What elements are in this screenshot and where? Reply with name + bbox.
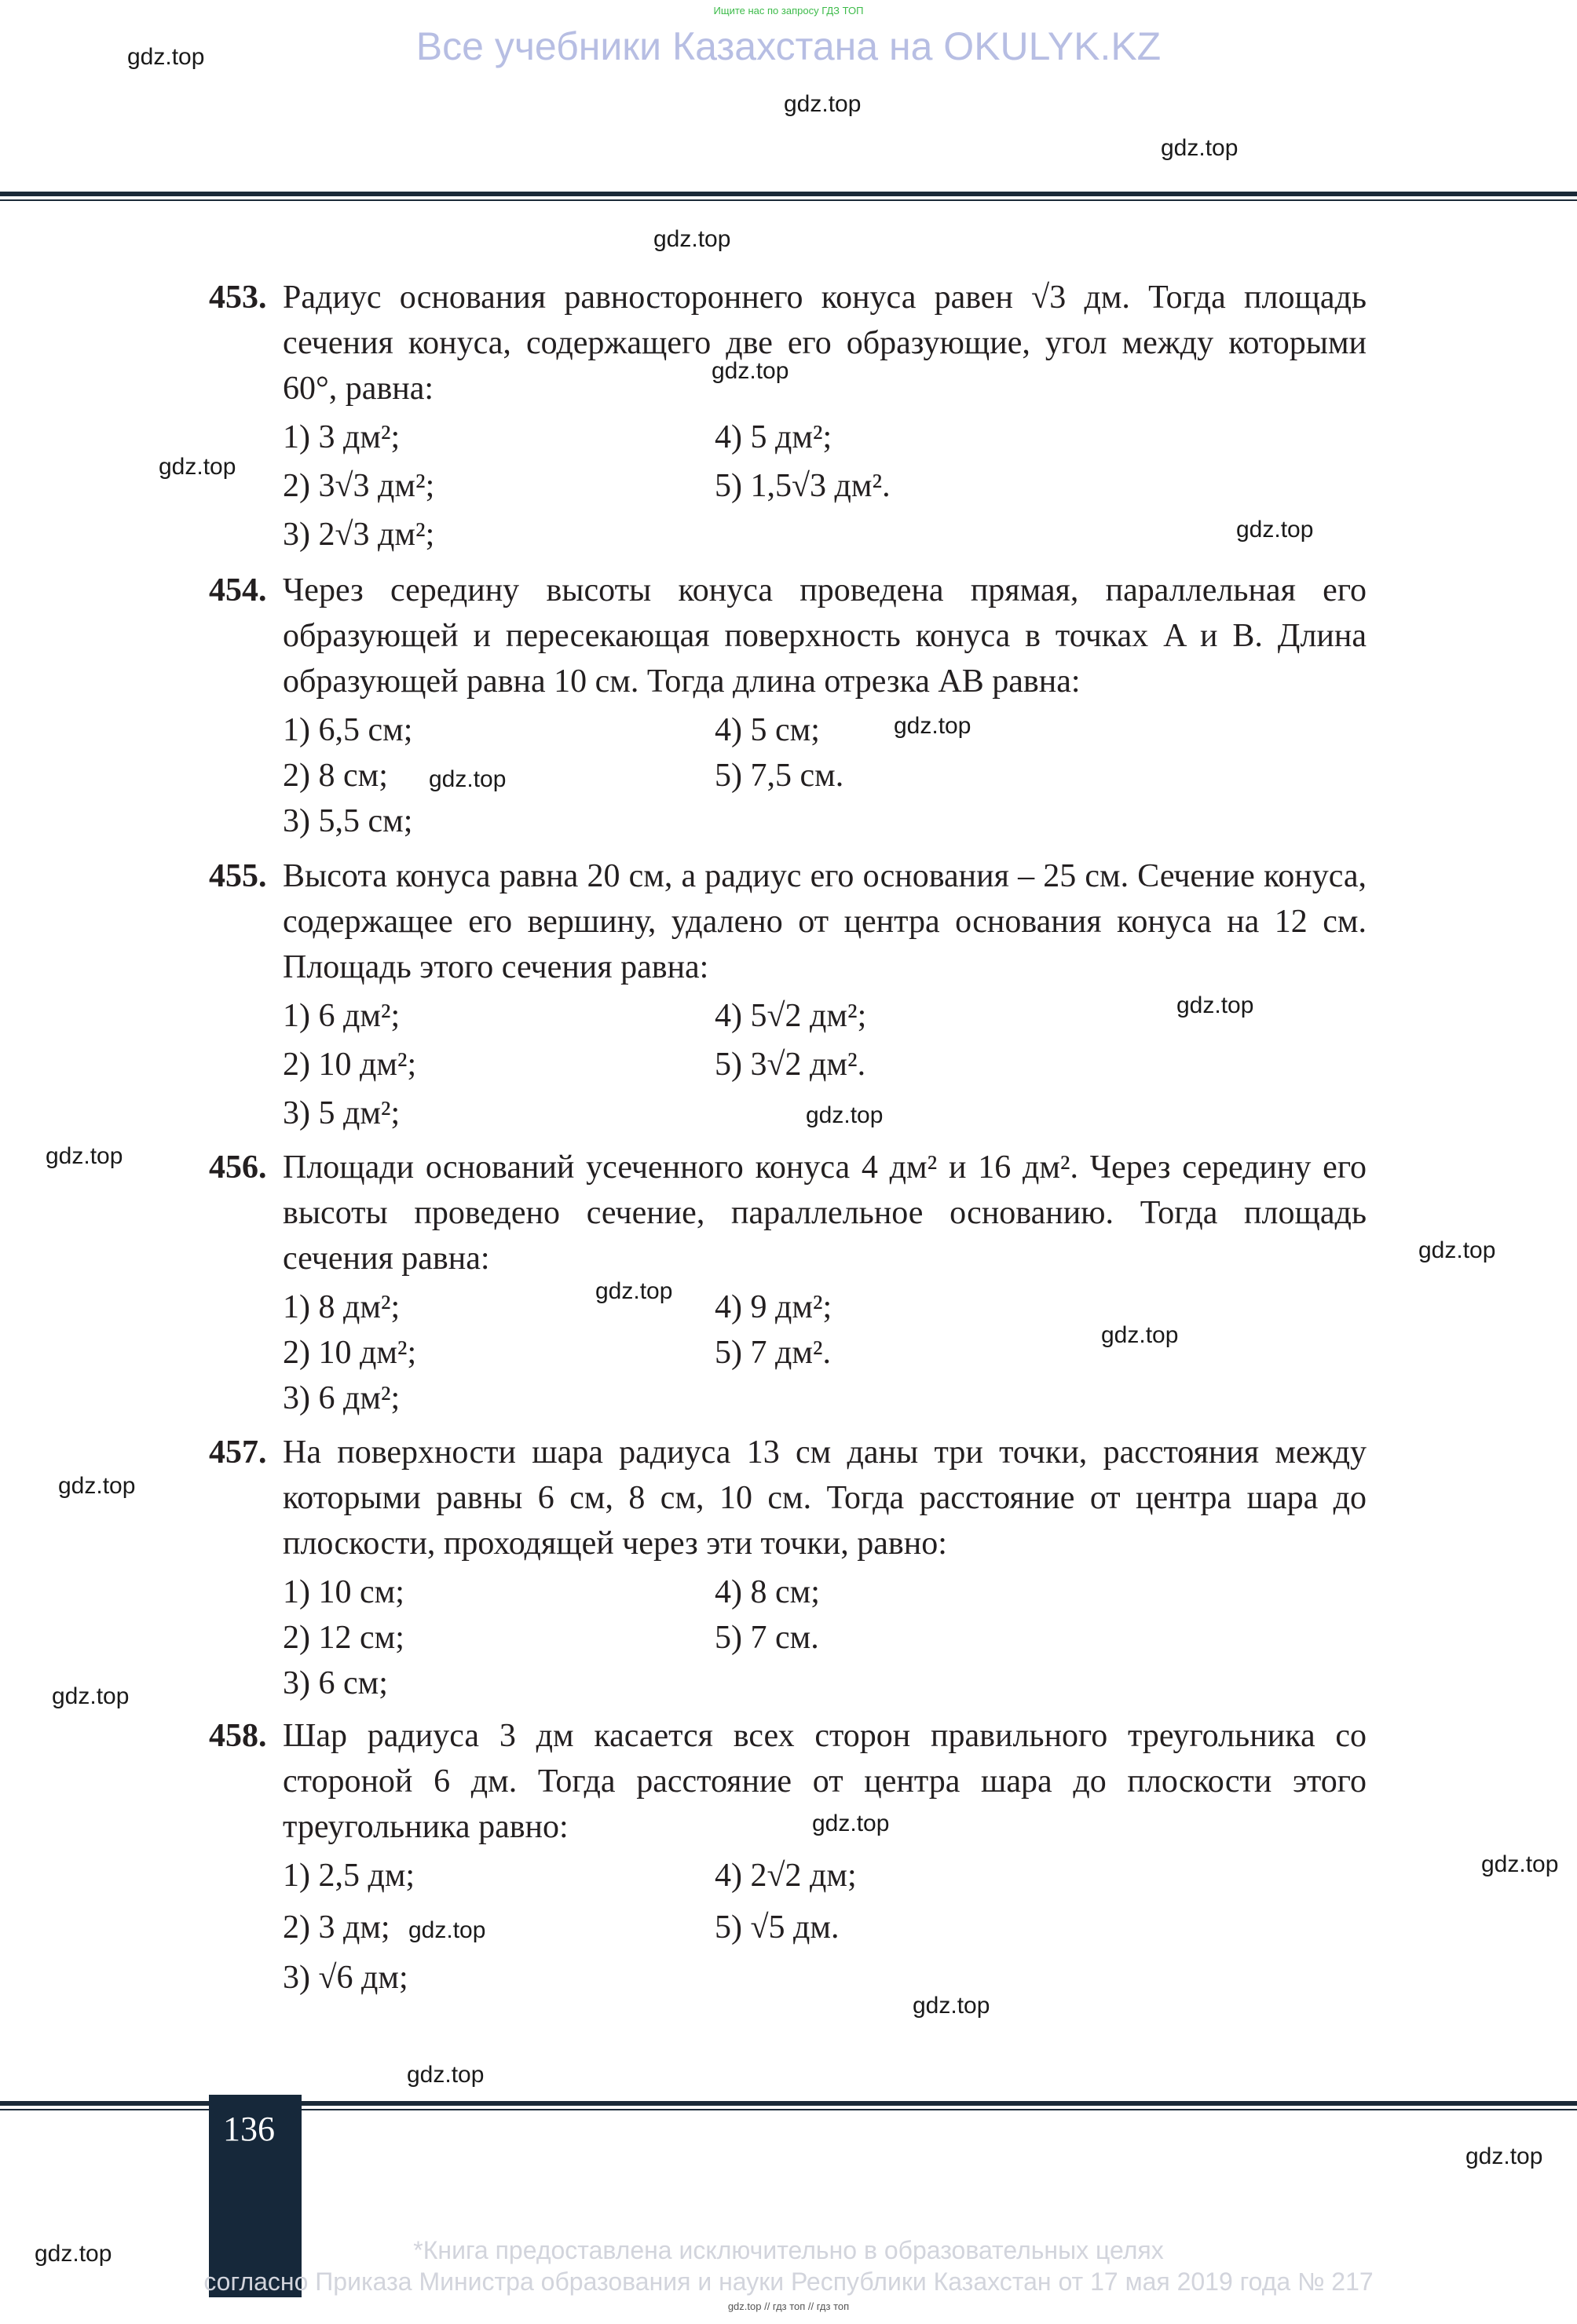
watermark: gdz.top (806, 1102, 884, 1128)
watermark: gdz.top (46, 1143, 123, 1169)
watermark: gdz.top (1176, 992, 1254, 1018)
watermark: gdz.top (1465, 2143, 1543, 2169)
option-3: 3) 5,5 см; (283, 803, 413, 839)
option-1: 1) 6,5 см; (283, 712, 413, 748)
problem-number: 453. (209, 280, 267, 316)
option-2: 2) 3 дм; (283, 1909, 390, 1946)
watermark: gdz.top (1236, 517, 1314, 543)
option-5: 5) 7,5 см. (715, 758, 844, 794)
problem-text: Шар радиуса 3 дм касается всех сторон правильного треугольника со стороной 6 дм. Тогда расстояние от центра шара до плоскости этого треугольника равно: (283, 1718, 1367, 1845)
watermark: gdz.top (894, 713, 971, 739)
watermark: gdz.top (784, 91, 862, 117)
option-1: 1) 10 см; (283, 1574, 404, 1610)
watermark: gdz.top (812, 1811, 890, 1836)
problem-number: 457. (209, 1434, 267, 1471)
watermark: gdz.top (407, 2062, 485, 2088)
option-4: 4) 5√2 дм²; (715, 998, 867, 1034)
header-rule (0, 192, 1577, 196)
watermark: gdz.top (159, 454, 236, 480)
watermark: gdz.top (1161, 135, 1239, 161)
watermark: gdz.top (1481, 1851, 1559, 1877)
option-3: 3) 2√3 дм²; (283, 517, 435, 553)
watermark: gdz.top (58, 1473, 136, 1499)
footer-line-1: *Книга предоставлена исключительно в образовательных целях (413, 2236, 1164, 2264)
watermark: gdz.top (52, 1683, 130, 1709)
option-4: 4) 2√2 дм; (715, 1858, 857, 1894)
watermark: gdz.top (429, 766, 507, 792)
option-3: 3) 6 дм²; (283, 1380, 401, 1416)
option-3: 3) √6 дм; (283, 1960, 408, 1996)
option-4: 4) 8 см; (715, 1574, 820, 1610)
option-1: 1) 3 дм²; (283, 419, 401, 455)
watermark: gdz.top (653, 226, 731, 252)
option-1: 1) 6 дм²; (283, 998, 401, 1034)
header-rule-thin (0, 199, 1577, 201)
option-4: 4) 5 дм²; (715, 419, 832, 455)
watermark: gdz.top (913, 1993, 990, 2019)
option-1: 1) 8 дм²; (283, 1289, 401, 1325)
option-2: 2) 10 дм²; (283, 1047, 417, 1083)
option-5: 5) 3√2 дм². (715, 1047, 866, 1083)
option-5: 5) √5 дм. (715, 1909, 840, 1946)
footer-small: gdz.top // гдз топ // гдз топ (727, 2300, 850, 2312)
option-4: 4) 9 дм²; (715, 1289, 832, 1325)
problem-number: 458. (209, 1718, 267, 1754)
option-2: 2) 12 см; (283, 1620, 404, 1656)
problem-text: На поверхности шара радиуса 13 см даны три точки, расстояния между которыми равны 6 см, 8 см, 10 см. Тогда расстояние от центра шара до плоскости, проходящей через эти точки, равно: (283, 1434, 1367, 1562)
problem-text: Площади оснований усеченного конуса 4 дм² и 16 дм². Через середину его высоты проведено сечение, параллельное основанию. Тогда площадь сечения равна: (283, 1149, 1367, 1277)
problem-text: Высота конуса равна 20 см, а радиус его основания – 25 см. Сечение конуса, содержащее его вершину, удалено от центра основания конуса на 12 см. Площадь этого сечения равна: (283, 858, 1367, 985)
option-2: 2) 3√3 дм²; (283, 468, 435, 504)
problem-text: Радиус основания равностороннего конуса равен √3 дм. Тогда площадь сечения конуса, содержащего две его образующие, угол между которыми 60°, равна: (283, 280, 1367, 407)
watermark: gdz.top (408, 1917, 486, 1943)
watermark: gdz.top (595, 1278, 673, 1304)
footer-line-2: согласно Приказа Министра образования и науки Республики Казахстан от 17 мая 2019 года № 217 (203, 2267, 1374, 2296)
site-title[interactable]: Все учебники Казахстана на OKULYK.KZ (415, 24, 1162, 68)
watermark: gdz.top (712, 358, 789, 384)
page-number: 136 (223, 2110, 275, 2148)
option-5: 5) 1,5√3 дм². (715, 468, 891, 504)
option-5: 5) 7 см. (715, 1620, 819, 1656)
watermark: gdz.top (127, 44, 205, 70)
option-2: 2) 8 см; (283, 758, 388, 794)
problem-number: 455. (209, 858, 267, 894)
option-3: 3) 6 см; (283, 1665, 388, 1701)
problem-number: 456. (209, 1149, 267, 1186)
option-4: 4) 5 см; (715, 712, 820, 748)
option-1: 1) 2,5 дм; (283, 1858, 415, 1894)
option-2: 2) 10 дм²; (283, 1335, 417, 1371)
problem-text: Через середину высоты конуса проведена прямая, параллельная его образующей и пересекающая поверхность конуса в точках A и B. Длина образующей равна 10 см. Тогда длина отрезка AB равна: (283, 572, 1367, 700)
watermark: gdz.top (1101, 1322, 1179, 1348)
search-hint: Ищите нас по запросу ГДЗ ТОП (713, 5, 864, 16)
watermark: gdz.top (1418, 1237, 1496, 1263)
option-5: 5) 7 дм². (715, 1335, 832, 1371)
watermark: gdz.top (35, 2241, 112, 2267)
option-3: 3) 5 дм²; (283, 1095, 401, 1131)
problem-number: 454. (209, 572, 267, 608)
